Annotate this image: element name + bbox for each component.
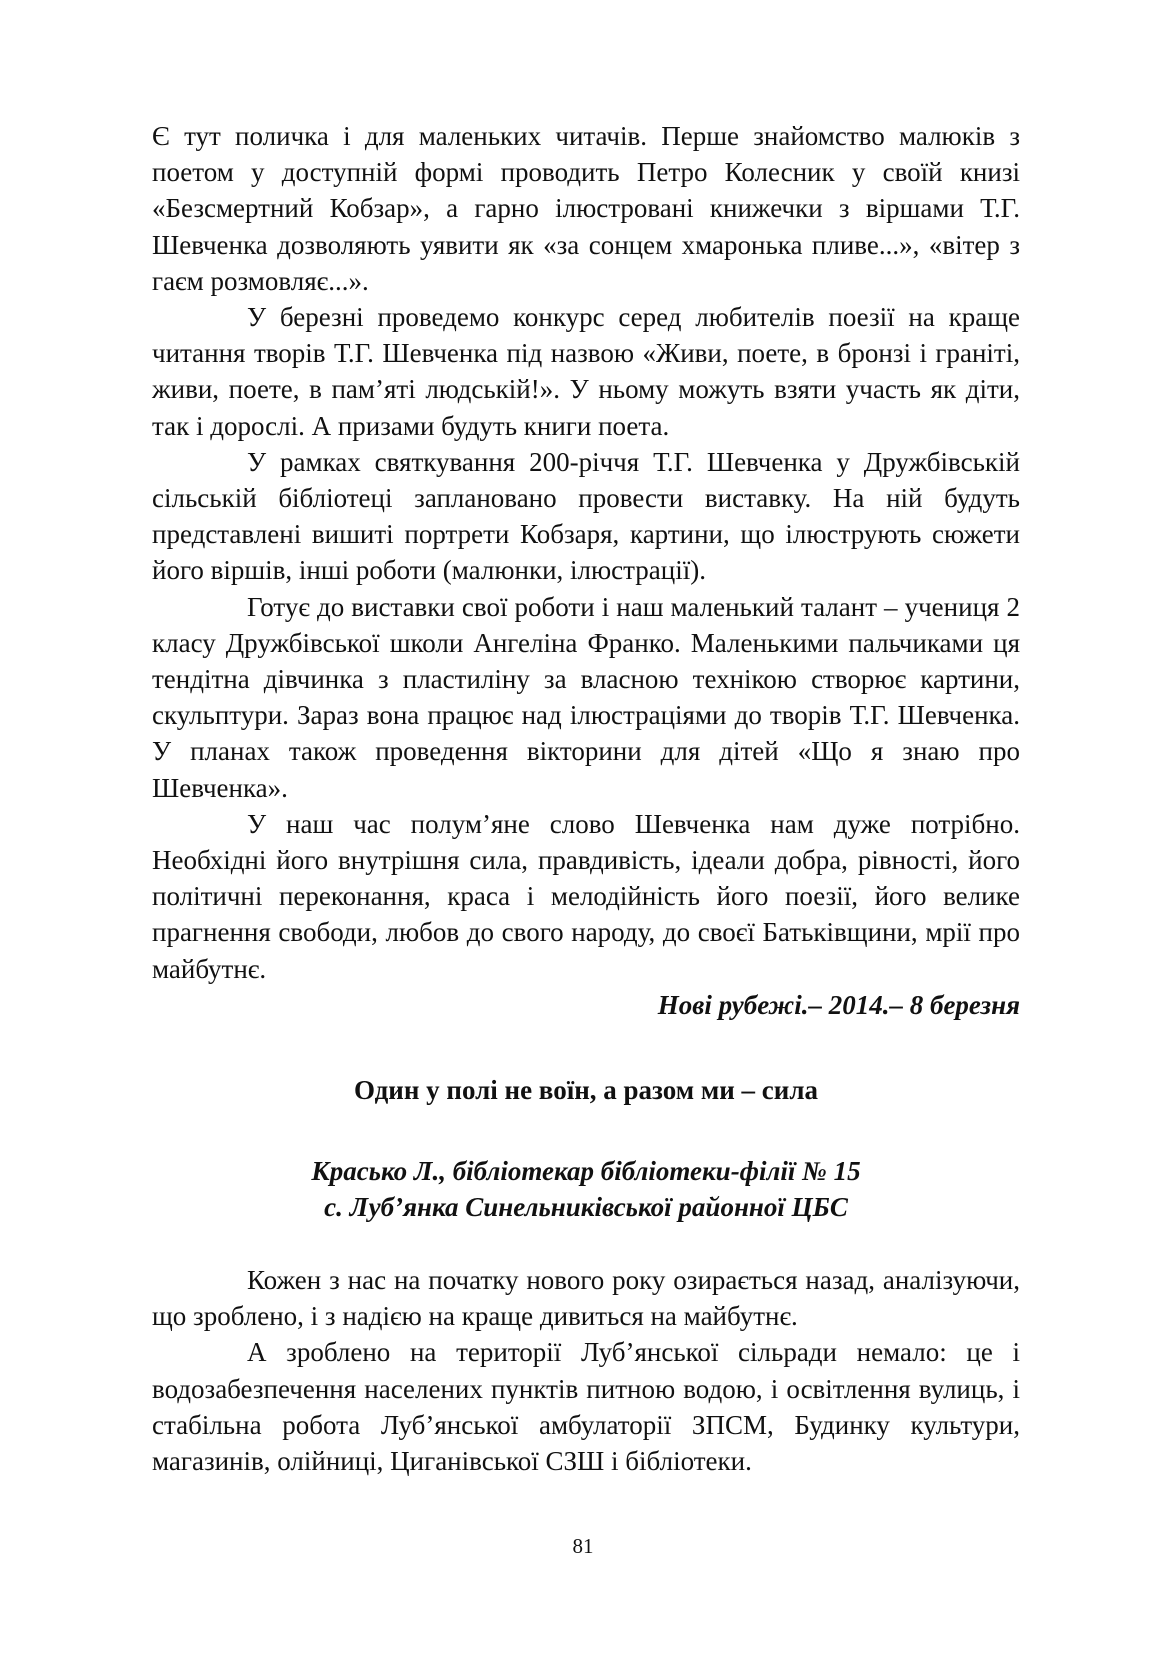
article-body — [152, 1262, 1020, 1479]
author-byline — [152, 1153, 1020, 1225]
paragraph-2: У березні проведемо конкурс серед любителів поезії на краще читання творів Т.Г. Шевченка під назвою «Живи, поете, в бронзі і граніті, живи, поете, в пам’яті людській!». У ньому можуть взяти участь як діти, так і дорослі. А призами будуть книги поета. — [152, 302, 1020, 441]
article-title: Один у полі не воїн, а разом ми – сила — [354, 1075, 818, 1105]
paragraph-1: Є тут поличка і для маленьких читачів. Перше знайомство малюків з поетом у доступній формі проводить Петро Колесник у своїй книзі «Безсмертний Кобзар», а гарно ілюстровані книжечки з віршами Т.Г. Шевченка дозволяють уявити як «за сонцем хмаронька пливе...», «вітер з гаєм розмовляє...». — [152, 121, 1020, 296]
author-line-1: Красько Л., бібліотекар бібліотеки-філії № 15 — [311, 1156, 861, 1186]
paragraph-5: У наш час полум’яне слово Шевченка нам дуже потрібно. Необхідні його внутрішня сила, правдивість, ідеали добра, рівності, його політичні переконання, краса і мелодійність його поезії, його велике прагнення свободи, любов до свого народу, до своєї Батьківщини, мрії про майбутнє. — [152, 808, 1020, 984]
source-citation: Нові рубежі.– 2014.– 8 березня — [657, 989, 1020, 1020]
author-line-2: с. Луб’янка Синельниківської районної ЦБС — [324, 1192, 848, 1222]
article-continuation — [152, 118, 1020, 1023]
paragraph-3: У рамках святкування 200-річчя Т.Г. Шевченка у Дружбівській сільській бібліотеці заплановано провести виставку. На ній будуть представлені вишиті портрети Кобзаря, картини, що ілюструють сюжети його віршів, інші роботи (малюнки, ілюстрації). — [152, 446, 1020, 586]
page-number: 81 — [572, 1534, 594, 1558]
paragraph-4: Готує до виставки свої роботи і наш маленький талант – учениця 2 класу Дружбівської школи Ангеліна Франко. Маленькими пальчиками ця тендітна дівчинка з пластиліну за власною технікою створює картини, скульптури. Зараз вона працює над ілюстраціями до творів Т.Г. Шевченка. У планах також проведення вікторини для дітей «Що я знаю про Шевченка». — [152, 591, 1020, 803]
paragraph-6: Кожен з нас на початку нового року озирається назад, аналізуючи, що зроблено, і з надією на краще дивиться на майбутнє. — [152, 1265, 1020, 1332]
paragraph-7: А зроблено на території Луб’янської сільради немало: це і водозабезпечення населених пунктів питною водою, і освітлення вулиць, і стабільна робота Луб’янської амбулаторії ЗПСМ, Будинку культури, магазинів, олійниці, Циганівської СЗШ і бібліотеки. — [152, 1337, 1020, 1477]
